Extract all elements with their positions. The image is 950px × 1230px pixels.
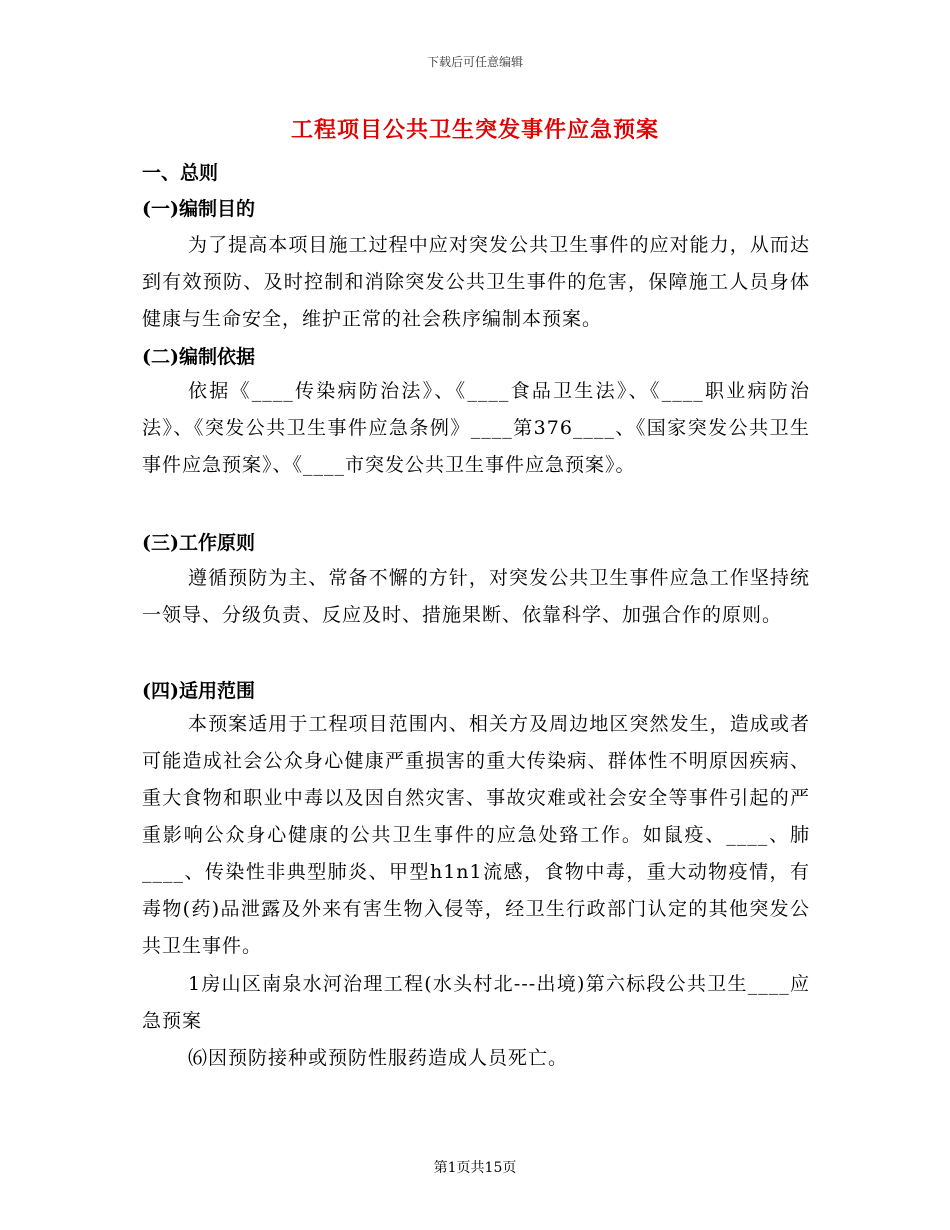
subsection-heading-purpose: (一)编制目的 (142, 198, 255, 220)
paragraph-project-note: 1房山区南泉水河治理工程(水头村北---出境)第六标段公共卫生____应急预案 (142, 973, 810, 1032)
section-heading-general: 一、总则 (142, 162, 219, 184)
paragraph-principles: 遵循预防为主、常备不懈的方针，对突发公共卫生事件应急工作坚持统一领导、分级负责、反应及时、措施果断、依靠科学、加强合作的原则。 (142, 567, 810, 626)
paragraph-scope: 本预案适用于工程项目范围内、相关方及周边地区突然发生，造成或者可能造成社会公众身心健康严重损害的重大传染病、群体性不明原因疾病、重大食物和职业中毒以及因自然灾害、事故灾难或社会安全等事件引起的严重影响公众身心健康的公共卫生事件的应急处臵工作。如鼠疫、____、肺____、传染性非典型肺炎、甲型h1n1流感，食物中毒，重大动物疫情，有毒物(药)品泄露及外来有害生物入侵等，经卫生行政部门认定的其他突发公共卫生事件。 (142, 713, 810, 957)
document-title: 工程项目公共卫生突发事件应急预案 (290, 117, 659, 143)
paragraph-basis: 依据《____传染病防治法》、《____食品卫生法》、《____职业病防治法》、《突发公共卫生事件应急条例》____第376____、《国家突发公共卫生事件应急预案》、《____市突发公共卫生事件应急预案》。 (142, 380, 810, 476)
subsection-heading-principles: (三)工作原则 (142, 532, 255, 554)
header-note: 下载后可任意编辑 (426, 55, 523, 69)
subsection-heading-scope: (四)适用范围 (142, 680, 255, 702)
paragraph-purpose: 为了提高本项目施工过程中应对突发公共卫生事件的应对能力，从而达到有效预防、及时控制和消除突发公共卫生事件的危害，保障施工人员身体健康与生命安全，维护正常的社会秩序编制本预案。 (142, 234, 810, 330)
subsection-heading-basis: (二)编制依据 (142, 346, 255, 368)
paragraph-item-6: ⑹因预防接种或预防性服药造成人员死亡。 (188, 1047, 569, 1069)
page-footer: 第1页共15页 (433, 1160, 517, 1176)
